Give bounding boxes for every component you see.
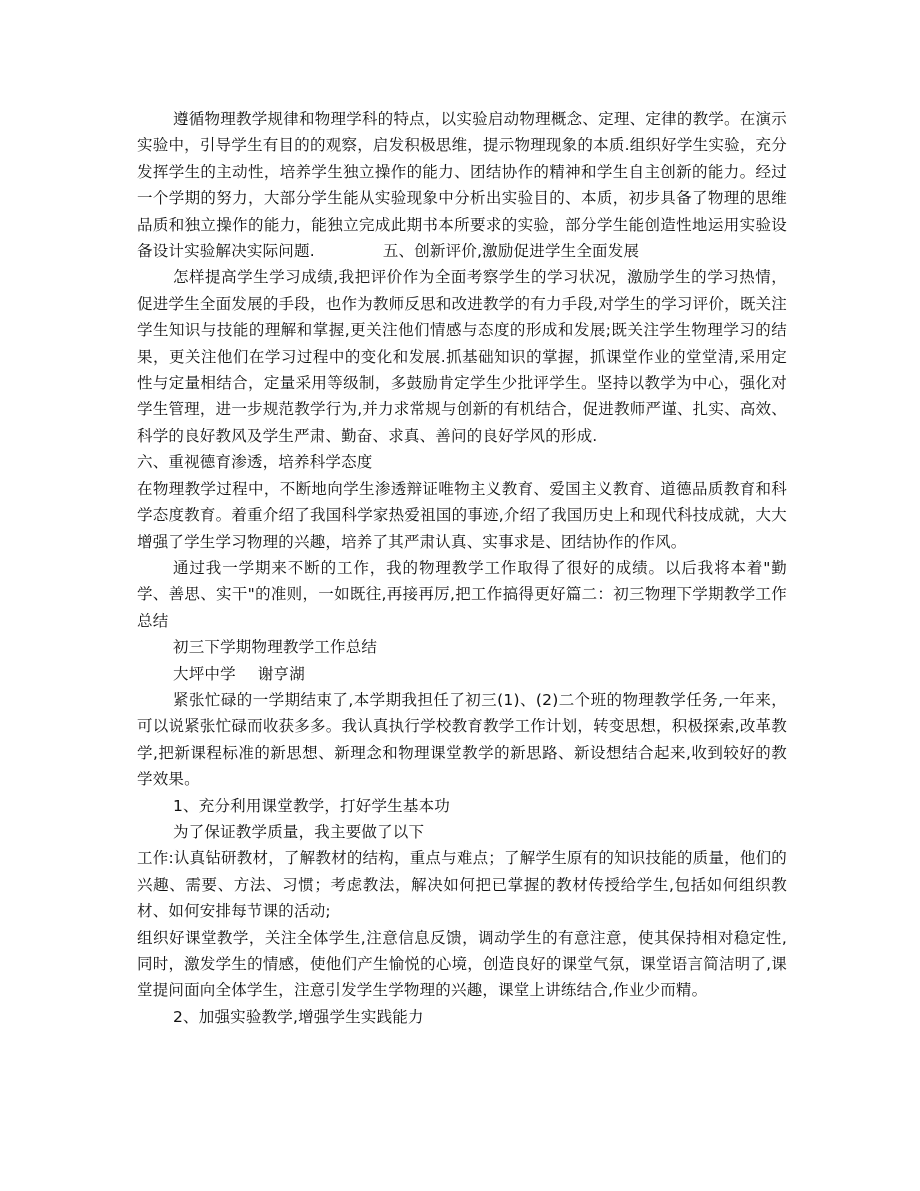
- author-name: 谢亨湖: [257, 664, 305, 683]
- paragraph-experiment-teaching: [137, 106, 787, 264]
- paragraph-text: 遵循物理教学规律和物理学科的特点，以实验启动物理概念、定理、定律的教学。在演示实验中，引导学生有目的的观察，启发积极思维，提示物理现象的本质.组织好学生实验，充分发挥学生的主动性，培养学生独立操作的能力、团结协作的精神和学生自主创新的能力。经过一个学期的努力，大部分学生能从实验现象中分析出实验目的、本质，初步具备了物理的思维品质和独立操作的能力，能独立完成此期书本所要求的实验，部分学生能创造性地运用实验设备设计实验解决实际问题.: [137, 110, 787, 261]
- paragraph-quality-lead: 为了保证教学质量，我主要做了以下: [173, 822, 425, 841]
- school-name: 大坪中学: [173, 664, 236, 683]
- paragraph-intro: 紧张忙碌的一学期结束了,本学期我担任了初三(1)、(2)二个班的物理教学任务,一年来，可以说紧张忙碌而收获多多。我认真执行学校教育教学工作计划，转变思想，积极探索,改革教学,把新课程标准的新思想、新理念和物理课堂教学的新思路、新设想结合起来,收到较好的教学效果。: [137, 690, 787, 789]
- section-heading-classroom-teaching: 1、充分利用课堂教学，打好学生基本功: [173, 796, 450, 815]
- paragraph-classroom-organization: 组织好课堂教学，关注全体学生,注意信息反馈，调动学生的有意注意，使其保持相对稳定性,同时，激发学生的情感，使他们产生愉悦的心境，创造良好的课堂气氛，课堂语言简洁明了,课堂提问面向全体学生，注意引发学生学物理的兴趣，课堂上讲练结合,作业少而精。: [137, 928, 787, 1000]
- section-heading-experiment: 2、加强实验教学,增强学生实践能力: [173, 1007, 424, 1026]
- paragraph-moral-education: 在物理教学过程中，不断地向学生渗透辩证唯物主义教育、爱国主义教育、道德品质教育和科学态度教育。着重介绍了我国科学家热爱祖国的事迹,介绍了我国历史上和现代科技成就，大大增强了学生学习物理的兴趣，培养了其严肃认真、实事求是、团结协作的作风。: [137, 479, 787, 551]
- paragraph-conclusion: 通过我一学期来不断的工作，我的物理教学工作取得了很好的成绩。以后我将本着"勤学、善思、实干"的准则，一如既往,再接再厉,把工作搞得更好篇二：初三物理下学期教学工作总结: [137, 558, 787, 630]
- section-heading-innovative-evaluation: 五、创新评价,激励促进学生全面发展: [382, 242, 640, 261]
- section-heading-moral-education: 六、重视德育渗透，培养科学态度: [137, 453, 373, 472]
- document-title: 初三下学期物理教学工作总结: [173, 638, 378, 657]
- paragraph-evaluation: 怎样提高学生学习成绩,我把评价作为全面考察学生的学习状况，激励学生的学习热情，促进学生全面发展的手段，也作为教师反思和改进教学的有力手段,对学生的学习评价，既关注学生知识与技能的理解和掌握,更关注他们情感与态度的形成和发展;既关注学生物理学习的结果，更关注他们在学习过程中的变化和发展.抓基础知识的掌握，抓课堂作业的堂堂清,采用定性与定量相结合，定量采用等级制，多鼓励肯定学生少批评学生。坚持以教学为中心，强化对学生管理，进一步规范教学行为,并力求常规与创新的有机结合，促进教师严谨、扎实、高效、科学的良好教风及学生严肃、勤奋、求真、善问的良好学风的形成.: [137, 268, 787, 445]
- document-body: [137, 106, 787, 1030]
- paragraph-preparation: 工作:认真钻研教材，了解教材的结构，重点与难点；了解学生原有的知识技能的质量，他们的兴趣、需要、方法、习惯；考虑教法，解决如何把已掌握的教材传授给学生,包括如何组织教材、如何安排每节课的活动;: [137, 849, 787, 921]
- author-line: [137, 661, 787, 687]
